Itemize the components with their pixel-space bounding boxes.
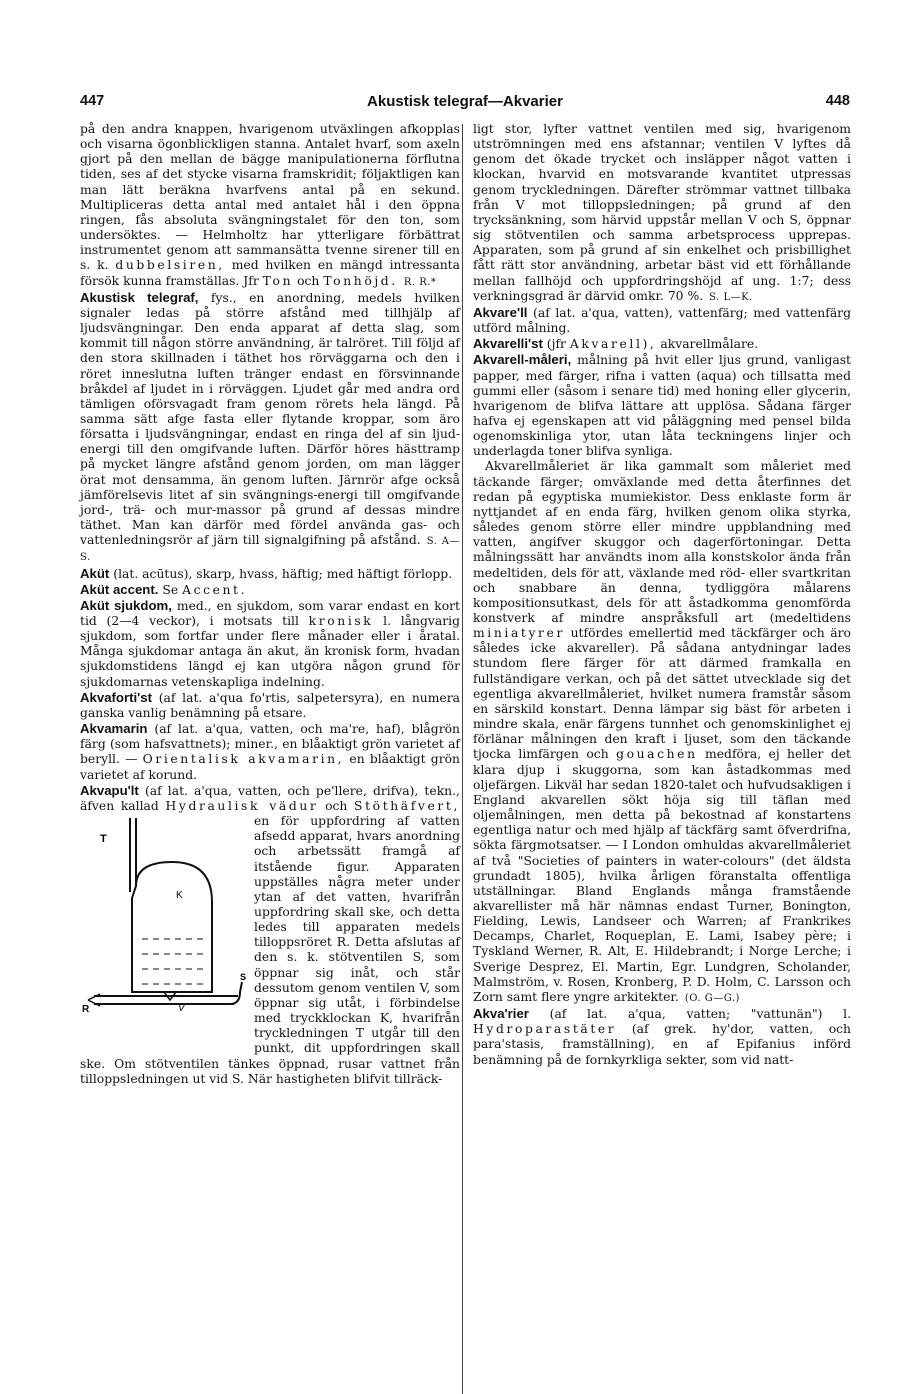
label-t: T <box>100 833 107 846</box>
akvarell-maleri-body: Akvarellmåleriet är lika gammalt som måleriet med täckande färger; omväxlande med detta återfinnes det redan på egyptiska mumiekistor. Dess enklaste form är nyttjandet af en enda färg, hvilken genom olika styrka, således genom större eller mindre uppblandning med vatten, angifver skuggor och dagerförtoningar. Detta målningssätt har användts inom alla konstskolor ända från medeltiden, dels för att, växlande med röd- eller svartkritan och snabbare än denna, tydliggöra målarens kompositionsutkast, dels för att åstadkomma genomförda konstverk af mindre anspråksfull art (medeltidens miniatyrer utfördes emellertid med täckfärger och äro således icke akvareller). På sådana antydningar lades stundom flere färger för att därmed framkalla en fullständigare verkan, och på det sättet utvecklade sig det egentliga akvarellmåleriet, hvilket numera framstår såsom en särskild konstart. Denna lämpar sig bäst för arbeten i mindre skala, enär färgens tunnhet och genomskinlighet ej förlänar målningen den kraft i ljuset, som den täckande tjocka limfärgen och gouachen medföra, ej heller det klara djup i skuggorna, som kan åstadkommas med oljefärgen. Likväl har sedan 1820-talet och hufvudsakligen i England akvarellen sökt höja sig till täflan med oljemålningen, men detta på bekostnad af konstartens egentliga natur och med hjälp af täckfärg samt öfverdrifna, sökta färgmotsatser. — I London omhuldas akvarellmåleriet af två "Societies of painters in water-colours" (det äldsta grundadt 1805), hvilka årligen föranstalta offentliga utställningar. Bland Englands många framstående akvarellister må här nämnas endast Turner, Bonington, Fielding, Lewis, Landseer och Warren; af Frankrikes Decamps, Charlet, Roqueplan, E. Lami, Isabey père; i Tyskland Werner, R. Alt, E. Hildebrandt; i Norge Lerche; i Sverige Desprez, El. Martin, Egr. Lundgren, Scholander, Malmström, v. Rosen, Kronberg, P. D. Holm, C. Larsson och Zorn samt flere yngre arkitekter. (O. G—G.) <box>473 459 851 1004</box>
siren-continuation: på den andra knappen, hvarigenom utväxlingen afkopplas och visarna ögonblickligen stanna. Antalet hvarf, som axeln gjort på den mellan de bägge manipulationerna förflutna tiden, ses af det stycke visarna framskridit; följaktligen kan man lätt beräkna hvarfvens antal på en sekund. Multipliceras detta antal med antalet hål i den öppna ringen, fås absoluta svängningstalet för den ton, som undersöktes. — Helmholtz har ytterligare förbättrat instrumentet genom att sammansätta tvenne sirener till en s. k. dubbelsiren, med hvilken en mängd intressanta försök kunna framställas. Jfr Ton och Tonhöjd. R. R.* <box>80 122 460 288</box>
entry-akut-sjukdom: Aküt sjukdom, med., en sjukdom, som varar endast en kort tid (2—4 veckor), i motsats till kronisk l. långvarig sjukdom, som fortfar under flere månader eller i åratal. Många sjukdomar antaga än akut, än kronisk form, hvadan sjukdomstidens längd ej kan utgöra någon grund för sjukdomarnas vetenskapliga indelning. <box>80 597 460 689</box>
label-v: V <box>178 1003 185 1015</box>
running-title: Akustisk telegraf—Akvarier <box>367 93 563 110</box>
headword: Akvaforti'st <box>80 689 153 705</box>
entry-akvarell: Akvare'll (af lat. a'qua, vatten), vattenfärg; med vattenfärg utförd målning. <box>473 304 851 336</box>
pressure-vessel <box>132 862 212 992</box>
headword: Akvapu'lt <box>80 782 139 798</box>
hydraulic-ram-figure <box>80 814 248 1042</box>
headword: Akvare'll <box>473 304 528 320</box>
left-page-number: 447 <box>80 93 105 109</box>
akvapult-continuation: ligt stor, lyfter vattnet ventilen med sig, hvarigenom utströmningen med ens afstannar; ventilen V lyftes då genom det ökade trycket och insläpper något vatten i klockan, hvarvid en motsvarande kvantitet utpressas genom tryckledningen. Därefter strömmar vattnet tillbaka från V mot tilloppsledningen; på grund af den trycksänkning, som härvid uppstår mellan V och S, öppnar sig stötventilen och samma arbetsprocess upprepas. Apparaten, som på grund af sin enkelhet och prisbillighet fått rätt stor användning, arbetar bäst vid ett förhållande mellan fallhöjd och uppfordringshöjd af ung. 1:7; dess verkningsgrad är därvid omkr. 70 %. S. L—K. <box>473 122 851 303</box>
headword: Aküt <box>80 565 110 581</box>
headword: Akustisk telegraf, <box>80 289 199 305</box>
entry-akustisk-telegraf: Akustisk telegraf, fys., en anordning, medels hvilken signaler ledas på större afstånd med tillhjälp af ljudsvängningar. Den enda apparat af detta slag, som kommit till någon större användning, är talröret. Till följd af den stora skillnaden i täthet hos rörväggarna och den i röret inneslutna luften tränger endast en försvinnande bråkdel af ljudet in i rörväggen. Ljudet går med andra ord tämligen oförsvagadt fram genom rörets hela längd. På samma sätt afge fasta eller flytande kroppar, som äro försatta i ljudsvängningar, endast en ringa del af sin ljud-energi till den omgifvande luften. Därför höres hästtramp på mycket längre afstånd genom jorden, om man lägger örat mot densamma, än genom luften. Järnrör afge också jämförelsevis litet af sin svängnings-energi till omgifvande jord-, trä- och mur-massor på grund af dessas mindre täthet. Man kan därför med fördel använda gas- och vattenledningsrör af järn till signalgifning på afstånd. S. A—S. <box>80 289 460 564</box>
right-column <box>473 122 851 1068</box>
entry-akvamarin: Akvamarin (af lat. a'qua, vatten, och ma're, haf), blågrön färg (som hafsvattnets); miner., en blåaktigt grön varietet af beryll. — Orientalisk akvamarin, en blåaktigt grön varietet af korund. <box>80 721 460 782</box>
entry-akvapult: Akvapu'lt (af lat. a'qua, vatten, och pe'llere, drifva), tekn., äfven kallad Hydraulisk vädur T K V R S och Stöthäfvert, en för uppfordring af vatten afsedd apparat, hvars anordning och arbetssätt framgå af itstående figur. Apparaten uppställes några meter under ytan af det vatten, hvarifrån uppfordring skall ske, och detta ledes till apparaten medels tilloppsröret R. Detta afslutas af den s. k. stötventilen S, som öppnar sig inåt, och står dessutom genom ventilen V, som öppnar sig utåt, i förbindelse med tryckklockan K, hvarifrån tryckledningen T utgår till den punkt, dit uppfordringen skall ske. Om stötventilen tänkes öppnad, rusar vattnet från tilloppsledningen ut vid S. När hastigheten blifvit tillräck- <box>80 782 460 1086</box>
label-k: K <box>176 890 183 902</box>
page-header <box>80 93 850 115</box>
column-divider <box>462 124 463 1394</box>
entry-akvarell-maleri: Akvarell-måleri, målning på hvit eller ljus grund, vanligast papper, med färger, rifna i vatten (aqua) och tillsatta med gummi eller (såsom i senare tid) med honing eller glycerin, hvarigenom de blifva lättare att upplösa. Sådana färger hafva ej egenskapen att vid påläggning med pensel bilda ogenomskinliga ytor, utan låta teckningens linjer och underlagda toner blifva synliga. <box>473 352 851 459</box>
label-r: R <box>82 1004 90 1016</box>
headword: Akvarelli'st <box>473 336 543 352</box>
entry-akvarellist: Akvarelli'st (jfr Akvarell), akvarellmålare. <box>473 336 759 352</box>
label-s: S <box>240 972 247 983</box>
left-column <box>80 122 460 1087</box>
right-page-number: 448 <box>825 93 850 109</box>
headword: Aküt sjukdom, <box>80 597 172 613</box>
entry-akvafortist: Akvaforti'st (af lat. a'qua fo'rtis, salpetersyra), en numera ganska vanlig benämning på etsare. <box>80 689 460 720</box>
headword: Aküt accent. <box>80 581 159 597</box>
entry-akut: Aküt (lat. acūtus), skarp, hvass, häftig; med häftigt förlopp. <box>80 565 453 581</box>
headword: Akvamarin <box>80 721 148 737</box>
entry-akut-accent: Aküt accent. Se Accent. <box>80 581 248 597</box>
headword: Akvarell-måleri, <box>473 352 572 368</box>
hydraulic-ram-diagram <box>80 814 248 1042</box>
headword: Akva'rier <box>473 1006 529 1022</box>
entry-akvarier: Akva'rier (af lat. a'qua, vatten; "vattunän") l. Hydroparastäter (af grek. hy'dor, vatten, och para'stasis, framställning), en af Epifanius införd benämning på de fornkyrkliga sekter, som vid natt- <box>473 1006 851 1067</box>
